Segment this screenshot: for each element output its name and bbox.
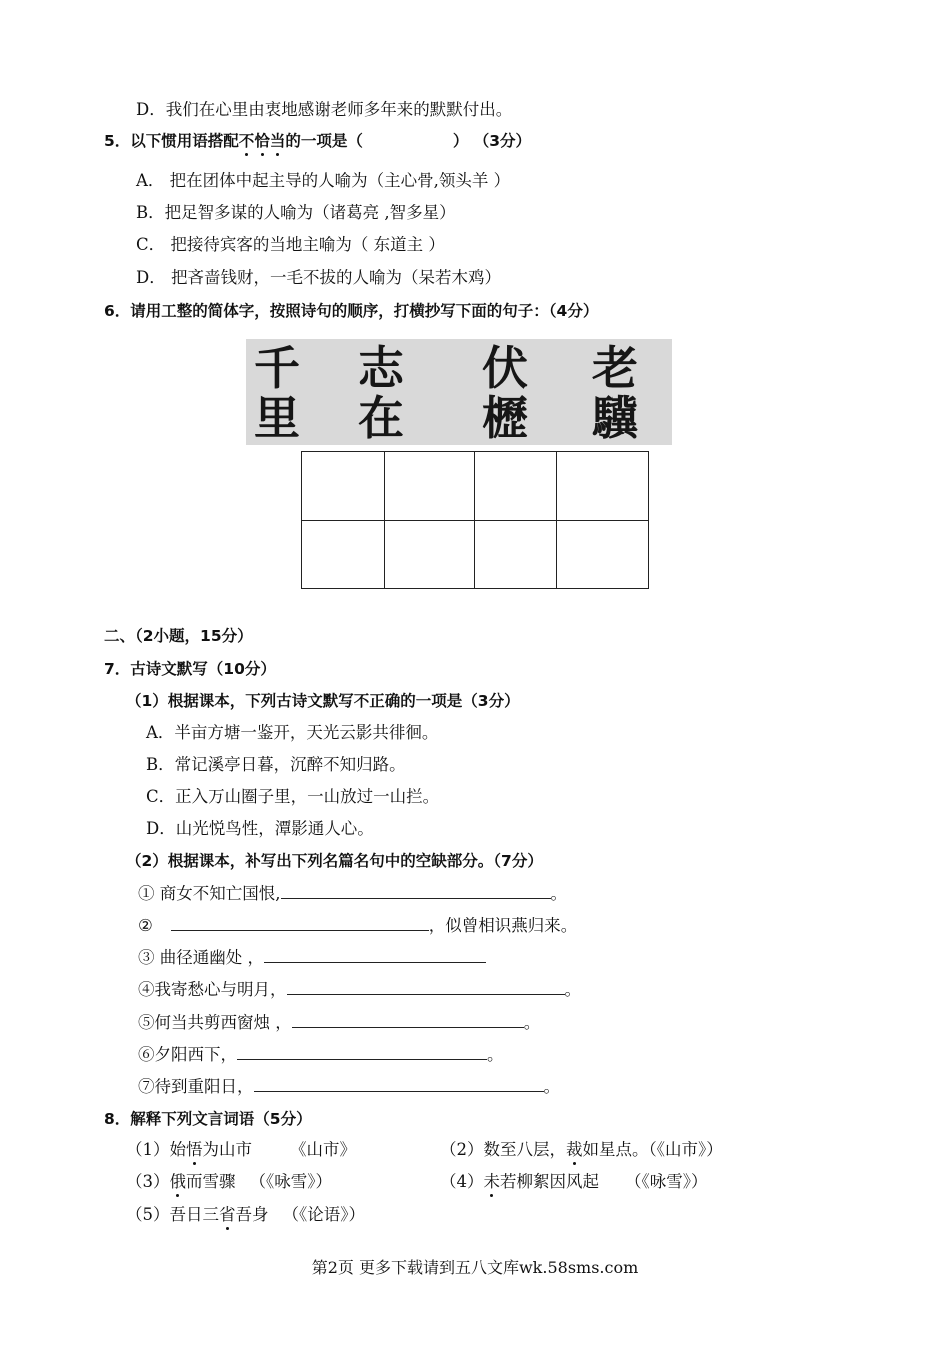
q5-option-b: B．把足智多谋的人喻为（诸葛亮 ,智多星） [136,203,456,222]
page-footer: 第2页 更多下载请到五八文库wk.58sms.com [311,1258,639,1277]
section2-title: 二、（2小题，15分） [104,627,253,645]
q8-dot-char: 悟 [186,1140,203,1159]
calligraphy-char: 在 [358,391,404,445]
writing-grid[interactable] [301,451,649,589]
q8-item-4: （4）未若柳絮因风起 （《咏雪》） [440,1172,708,1191]
q5-dot-char: 恰 [254,132,270,150]
q8-item-3: （3）俄而雪骤 （《咏雪》） [126,1172,332,1191]
fill-item-3: ③ 曲径通幽处 ， [138,947,486,969]
blank-line[interactable] [171,915,429,931]
q7-p1-option-a: A．半亩方塘一鉴开，天光云影共徘徊。 [146,723,439,742]
blank-line[interactable] [264,947,486,963]
q8-dot-char: 未 [483,1172,500,1191]
q7-title: 7．古诗文默写（10分） [104,660,276,678]
grid-line [302,520,648,521]
q7-p2-stem: （2）根据课本，补写出下列名篇名句中的空缺部分。（7分） [126,852,543,870]
calligraphy-char: 里 [254,391,300,445]
q5-dot-char: 不 [238,132,255,150]
q5-dot-char: 当 [269,132,286,150]
fill-item-2: ② ，似曾相识燕归来。 [138,916,578,935]
fill-item-5: ⑤何当共剪西窗烛 ， 。 [138,1013,541,1032]
q5-option-a: A． 把在团体中起主导的人喻为（主心骨,领头羊 ） [136,171,511,190]
q4-option-d: D．我们在心里由衷地感谢老师多年来的默默付出。 [136,100,513,119]
calligraphy-char: 志 [358,341,404,395]
q7-p1-option-d: D．山光悦鸟性，潭影通人心。 [146,819,374,838]
fill-item-4: ④我寄愁心与明月， 。 [138,980,581,999]
q8-dot-char: 省 [219,1205,236,1224]
q8-dot-char: 俄 [169,1172,186,1191]
blank-line[interactable] [292,1012,524,1028]
q6-stem: 6．请用工整的简体字，按照诗句的顺序，打横抄写下面的句子：（4分） [104,302,599,320]
blank-line[interactable] [281,883,551,899]
q5-option-c: C． 把接待宾客的当地主喻为（ 东道主 ） [136,235,445,254]
calligraphy-char: 伏 [482,341,528,395]
q8-dot-char: 裁 [566,1140,583,1159]
fill-item-6: ⑥夕阳西下， 。 [138,1045,504,1064]
blank-line[interactable] [254,1076,544,1092]
calligraphy-char: 櫪 [482,391,528,445]
blank-line[interactable] [287,979,565,995]
q5-option-d: D． 把吝啬钱财，一毛不拔的人喻为（呆若木鸡） [136,268,501,287]
q7-p1-option-b: B．常记溪亭日暮，沉醉不知归路。 [146,755,406,774]
blank-line[interactable] [237,1044,487,1060]
fill-item-1: ① 商女不知亡国恨, 。 [138,884,567,903]
q8-item-2: （2）数至八层，裁如星点。（《山市》） [440,1140,723,1159]
q7-p1-stem: （1）根据课本，下列古诗文默写不正确的一项是（3分） [126,692,520,710]
calligraphy-char: 老 [592,341,638,395]
fill-item-7: ⑦待到重阳日， 。 [138,1077,560,1096]
q8-item-5: （5）吾日三省吾身 （《论语》） [126,1205,365,1224]
q5-stem: 5．以下惯用语搭配不恰当的一项是（ ） （3分） [104,132,532,150]
calligraphy-char: 千 [254,341,300,395]
q8-title: 8．解释下列文言词语（5分） [104,1110,312,1128]
calligraphy-image [246,339,672,445]
q8-item-1: （1）始悟为山市 《山市》 [126,1140,356,1159]
calligraphy-char: 驥 [592,391,638,445]
q7-p1-option-c: C．正入万山圈子里，一山放过一山拦。 [146,787,440,806]
